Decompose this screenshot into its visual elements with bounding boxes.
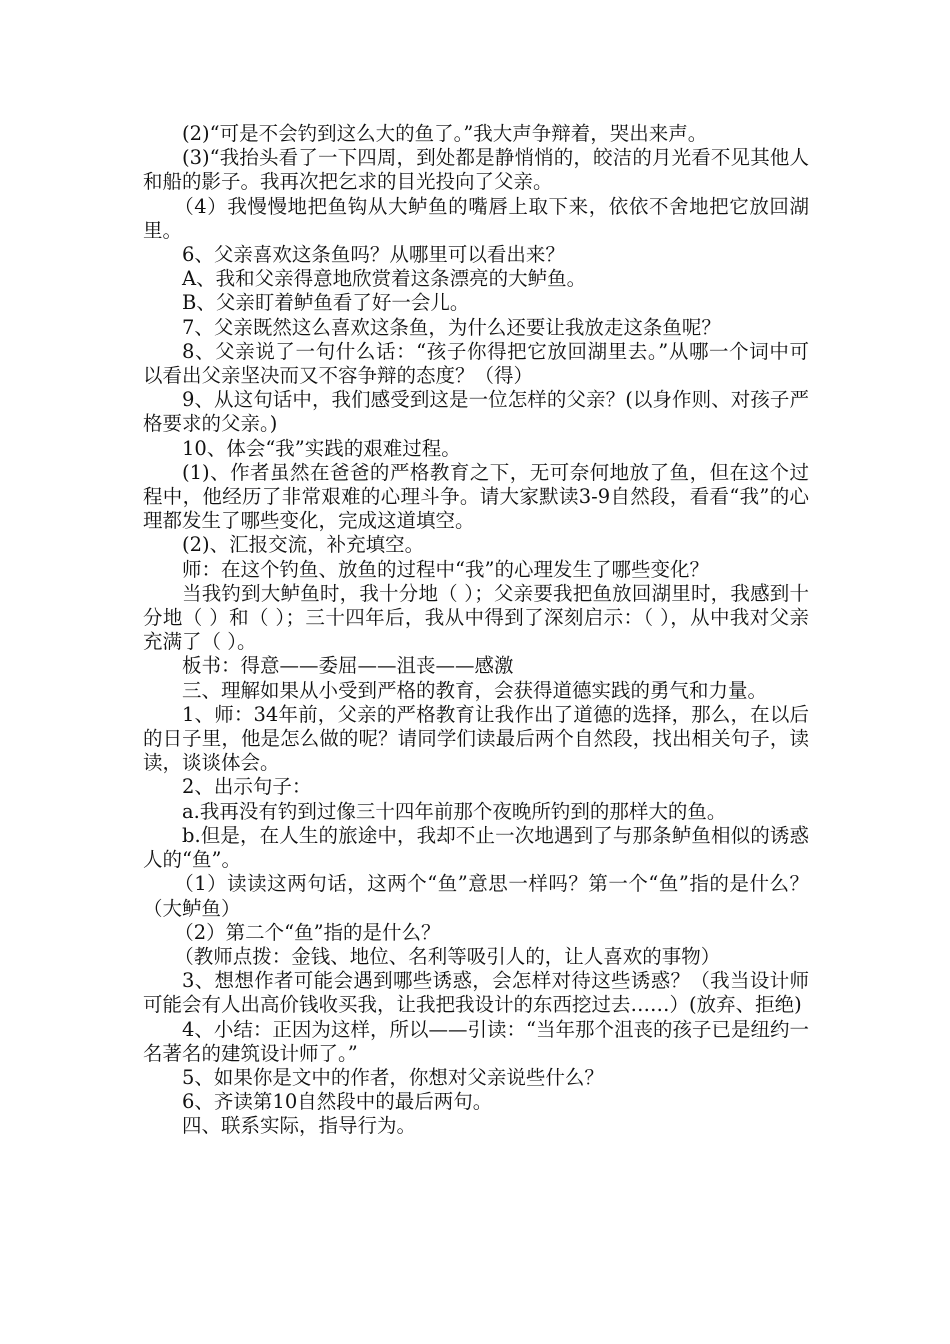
paragraph: B、父亲盯着鲈鱼看了好一会儿。 [182, 291, 470, 315]
paragraph: (1)、作者虽然在爸爸的严格教育之下，无可奈何地放了鱼，但在这个过程中，他经历了非常艰难的心理斗争。请大家默读3-9自然段，看看“我”的心理都发生了哪些变化，完成这道填空。 [143, 460, 809, 533]
paragraph: 四、联系实际，指导行为。 [182, 1114, 417, 1138]
paragraph: 板书：得意——委屈——沮丧——感激 [182, 654, 514, 678]
paragraph: 师：在这个钓鱼、放鱼的过程中“我”的心理发生了哪些变化？ [182, 557, 709, 581]
paragraph: 2、出示句子： [182, 775, 312, 799]
paragraph: 3、想想作者可能会遇到哪些诱惑，会怎样对待这些诱惑？（我当设计师可能会有人出高价钱收买我，让我把我设计的东西挖过去……）(放弃、拒绝) [143, 969, 809, 1017]
paragraph: 当我钓到大鲈鱼时，我十分地（ ）；父亲要我把鱼放回湖里时，我感到十分地（ ）和（ ）；三十四年后，我从中得到了深刻启示：（ ），从中我对父亲充满了（ ）。 [143, 581, 809, 654]
paragraph: 6、齐读第10自然段中的最后两句。 [182, 1090, 493, 1114]
paragraph: (3)“我抬头看了一下四周，到处都是静悄悄的，皎洁的月光看不见其他人和船的影子。我再次把乞求的目光投向了父亲。 [143, 146, 809, 194]
paragraph: （2）第二个“鱼”指的是什么？ [174, 920, 441, 944]
paragraph: 6、父亲喜欢这条鱼吗？从哪里可以看出来？ [182, 243, 565, 267]
paragraph: （4）我慢慢地把鱼钩从大鲈鱼的嘴唇上取下来，依依不舍地把它放回湖里。 [143, 194, 809, 242]
paragraph: 三、理解如果从小受到严格的教育，会获得道德实践的勇气和力量。 [182, 678, 768, 702]
paragraph: 9、从这句话中，我们感受到这是一位怎样的父亲？(以身作则、对孩子严格要求的父亲。) [143, 388, 809, 436]
paragraph: 5、如果你是文中的作者，你想对父亲说些什么？ [182, 1065, 604, 1089]
paragraph: (2)“可是不会钓到这么大的鱼了。”我大声争辩着，哭出来声。 [182, 122, 708, 145]
paragraph: （教师点拨：金钱、地位、名利等吸引人的，让人喜欢的事物） [174, 944, 721, 968]
paragraph: b.但是，在人生的旅途中，我却不止一次地遇到了与那条鲈鱼相似的诱惑人的“鱼”。 [143, 823, 809, 872]
paragraph: 7、父亲既然这么喜欢这条鱼，为什么还要让我放走这条鱼呢？ [182, 315, 721, 339]
paragraph: A、我和父亲得意地欣赏着这条漂亮的大鲈鱼。 [182, 267, 587, 291]
paragraph: （1）读读这两句话，这两个“鱼”意思一样吗？第一个“鱼”指的是什么？（大鲈鱼） [143, 872, 809, 920]
paragraph: (2)、汇报交流，补充填空。 [182, 533, 425, 557]
paragraph: 8、父亲说了一句什么话：“孩子你得把它放回湖里去。”从哪一个词中可以看出父亲坚决而又不容争辩的态度？（得） [143, 339, 809, 388]
document-body [143, 122, 809, 1139]
paragraph: 1、师：34年前，父亲的严格教育让我作出了道德的选择，那么，在以后的日子里，他是怎么做的呢？请同学们读最后两个自然段，找出相关句子，读读，谈谈体会。 [143, 702, 809, 775]
paragraph: 4、小结：正因为这样，所以——引读：“当年那个沮丧的孩子已是纽约一名著名的建筑设计师了。” [143, 1017, 809, 1065]
paragraph: a.我再没有钓到过像三十四年前那个夜晚所钓到的那样大的鱼。 [182, 799, 727, 823]
paragraph: 10、体会“我”实践的艰难过程。 [182, 436, 461, 460]
